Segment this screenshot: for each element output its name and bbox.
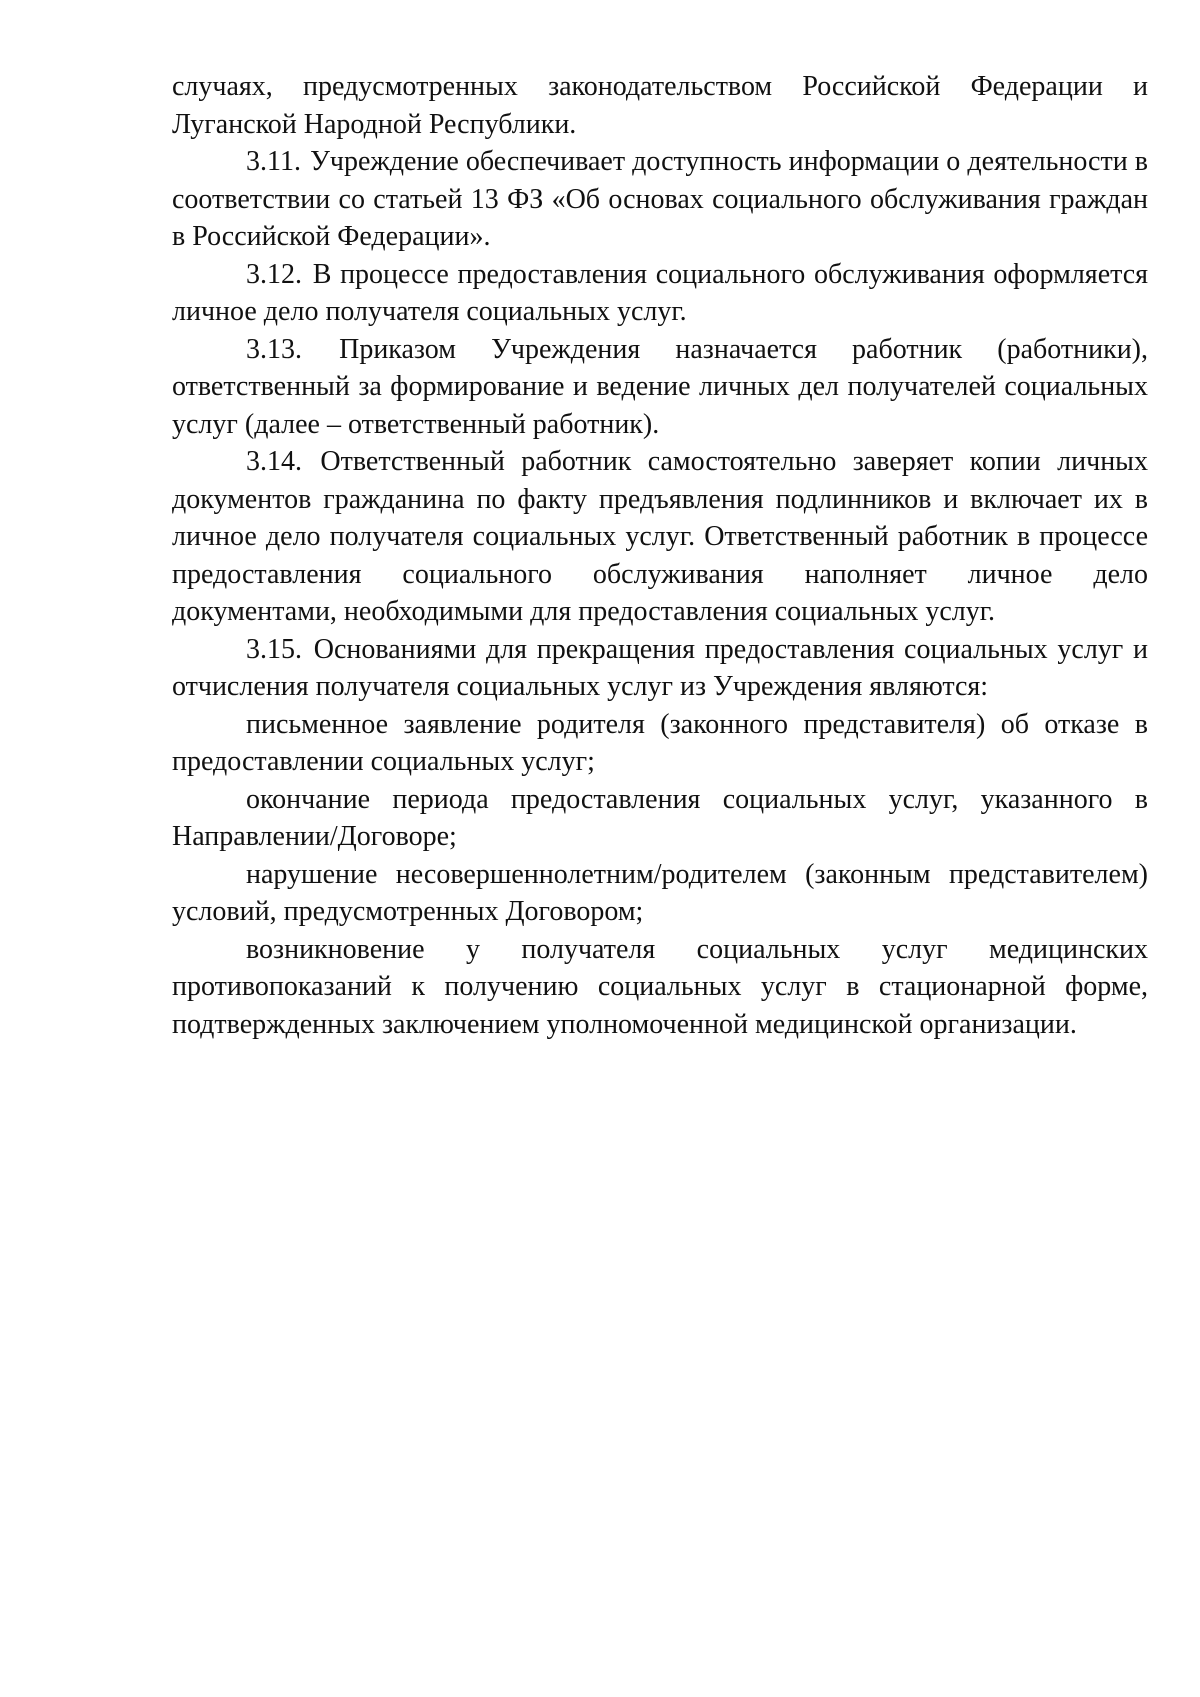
list-item-text: возникновение у получателя социальных услуг медицинских противопоказаний к получению социальных услуг в стационарной форме, подтвержденных заключением уполномоченной медицинской организации. [172, 933, 1148, 1040]
paragraph-3-13 [172, 331, 1148, 444]
paragraph-text: В процессе предоставления социального обслуживания оформляется личное дело получателя социальных услуг. [172, 258, 1149, 327]
paragraph-continuation [172, 68, 1148, 143]
paragraph-number: 3.14. [246, 446, 302, 477]
list-item-text: письменное заявление родителя (законного представителя) об отказе в предоставлении социальных услуг; [172, 708, 1148, 777]
paragraph-3-11 [172, 143, 1148, 256]
paragraph-text: Учреждение обеспечивает доступность информации о деятельности в соответствии со статьей 13 ФЗ «Об основах социального обслуживания граждан в Российской Федерации». [172, 146, 1149, 252]
paragraph-number: 3.12. [246, 258, 302, 290]
list-item-written-application [172, 706, 1148, 781]
paragraph-number: 3.15. [246, 633, 302, 665]
paragraph-text: Приказом Учреждения назначается работник (работники), ответственный за формирование и ведение личных дел получателей социальных услуг (далее – ответственный работник). [172, 333, 1148, 440]
paragraph-3-12 [172, 256, 1148, 331]
paragraph-text: случаях, предусмотренных законодательством Российской Федерации и Луганской Народной Республики. [172, 71, 1148, 140]
list-item-medical-contraindications [172, 931, 1148, 1044]
document-page [172, 68, 1148, 1043]
list-item-text: нарушение несовершеннолетним/родителем (законным представителем) условий, предусмотренных Договором; [172, 858, 1148, 927]
paragraph-number: 3.11. [246, 146, 301, 177]
paragraph-text: Основаниями для прекращения предоставления социальных услуг и отчисления получателя социальных услуг из Учреждения являются: [172, 633, 1149, 702]
paragraph-number: 3.13. [246, 333, 302, 365]
paragraph-3-15 [172, 631, 1148, 706]
list-item-text: окончание периода предоставления социальных услуг, указанного в Направлении/Договоре; [172, 783, 1148, 852]
list-item-period-end [172, 781, 1148, 856]
paragraph-3-14 [172, 443, 1148, 631]
list-item-contract-violation [172, 856, 1148, 931]
paragraph-text: Ответственный работник самостоятельно заверяет копии личных документов гражданина по факту предъявления подлинников и включает их в личное дело получателя социальных услуг. Ответственный работник в процессе предоставления социального обслуживания наполняет личное дело документами, необходимыми для предоставления социальных услуг. [172, 446, 1148, 627]
